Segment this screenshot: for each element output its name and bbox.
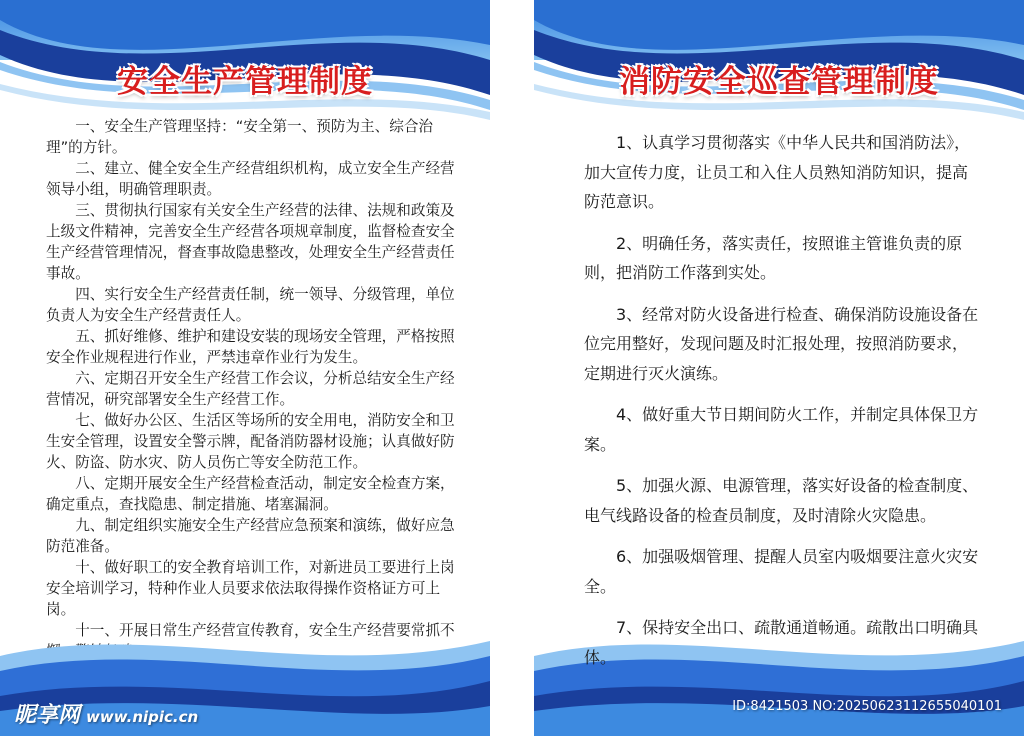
list-item: 5、加强火源、电源管理，落实好设备的检查制度、电气线路设备的检查员制度，及时清除火灾隐患。 xyxy=(584,476,979,525)
watermark-logo xyxy=(14,698,198,729)
board-gap xyxy=(490,0,534,736)
list-item: 二、建立、健全安全生产经营组织机构，成立安全生产经营领导小组，明确管理职责。 xyxy=(46,160,455,198)
page-title: 安全生产管理制度 xyxy=(117,64,373,100)
list-item: 三、贯彻执行国家有关安全生产经营的法律、法规和政策及上级文件精神，完善安全生产经营各项规章制度，监督检查安全生产经营管理情况，督查事故隐患整改，处理安全生产经营责任事故。 xyxy=(46,202,455,282)
list-item: 十一、开展日常生产经营宣传教育，安全生产经营要常抓不 xyxy=(75,622,455,639)
list-item: 一、安全生产管理坚持：“安全第一、预防为主、综合治理”的方针。 xyxy=(46,118,434,156)
list-item: 七、做好办公区、生活区等场所的安全用电，消防安全和卫生安全管理，设置安全警示牌，配备消防器材设施；认真做好防火、防盗、防水灾、防人员伤亡等安全防范工作。 xyxy=(46,412,455,471)
list-item: 八、定期开展安全生产经营检查活动，制定安全检查方案，确定重点，查找隐患、制定措施、堵塞漏洞。 xyxy=(46,475,455,513)
list-item: 6、加强吸烟管理、提醒人员室内吸烟要注意火灾安全。 xyxy=(584,547,979,596)
watermark-logo-text: 昵享网 xyxy=(14,703,81,728)
rule-list xyxy=(46,116,464,662)
page-title: 消防安全巡查管理制度 xyxy=(619,64,939,100)
watermark-url: www.nipic.cn xyxy=(86,708,199,726)
list-item: 3、经常对防火设备进行检查、确保消防设施设备在位完用整好，发现问题及时汇报处理，按照消防要求，定期进行灭火演练。 xyxy=(584,304,979,383)
rule-list xyxy=(584,128,982,684)
list-item: 7、保持安全出口、疏散通道畅通。疏散出口明确具体。 xyxy=(584,618,979,667)
list-item: 十、做好职工的安全教育培训工作，对新进员工要进行上岗安全培训学习，特种作业人员要求依法取得操作资格证方可上岗。 xyxy=(46,559,455,618)
left-board xyxy=(0,0,490,736)
list-item: 九、制定组织实施安全生产经营应急预案和演练，做好应急防范准备。 xyxy=(46,517,455,555)
list-item: 4、做好重大节日期间防火工作，并制定具体保卫方案。 xyxy=(584,405,979,454)
list-item: 1、认真学习贯彻落实《中华人民共和国消防法》，加大宣传力度，让员工和入住人员熟知消防知识，提高防范意识。 xyxy=(584,133,971,211)
list-item: 五、抓好维修、维护和建设安装的现场安全管理，严格按照安全作业规程进行作业，严禁违章作业行为发生。 xyxy=(46,328,455,366)
list-item: 四、实行安全生产经营责任制，统一领导、分级管理，单位负责人为安全生产经营责任人。 xyxy=(46,286,455,324)
list-item: 2、明确任务，落实责任，按照谁主管谁负责的原则，把消防工作落到实处。 xyxy=(584,233,963,282)
watermark-id: ID:8421503 NO:20250623112655040101 xyxy=(732,699,1002,714)
list-item: 六、定期召开安全生产经营工作会议，分析总结安全生产经营情况，研究部署安全生产经营工作。 xyxy=(46,370,455,408)
